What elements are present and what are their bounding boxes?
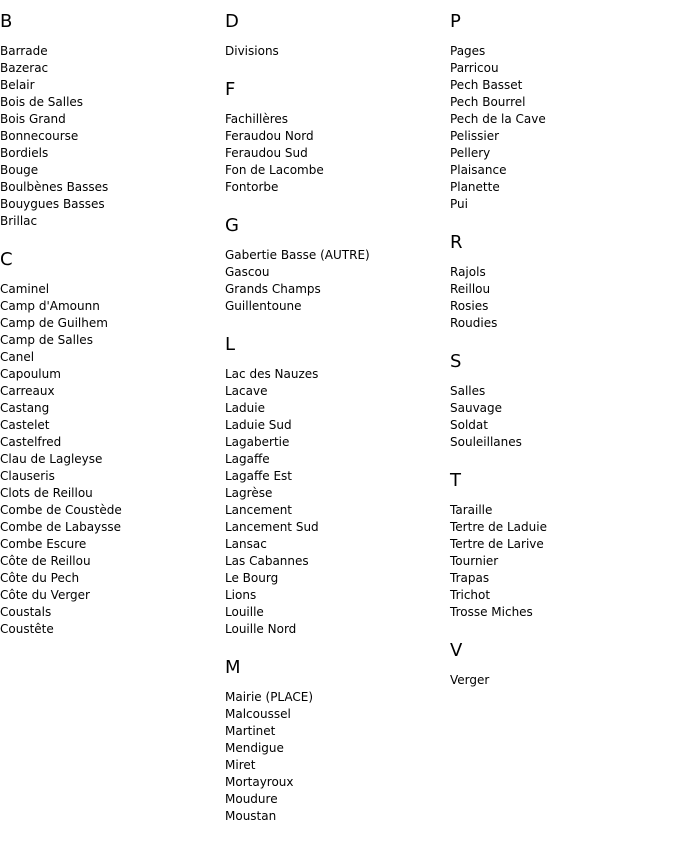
place-link[interactable]: Martinet (225, 724, 276, 738)
place-list (225, 111, 445, 196)
index-column-3 (450, 9, 670, 706)
place-link[interactable]: Divisions (225, 44, 279, 58)
place-link[interactable]: Parricou (450, 61, 499, 75)
place-link[interactable]: Lacave (225, 384, 268, 398)
place-link[interactable]: Côte du Pech (0, 571, 80, 585)
place-link[interactable]: Moustan (225, 809, 277, 823)
place-link[interactable]: Clots de Reillou (0, 486, 93, 500)
place-link[interactable]: Castelet (0, 418, 50, 432)
index-column-2 (225, 9, 445, 842)
letter-group-d (225, 9, 445, 60)
letter-heading: V (450, 640, 463, 661)
place-link[interactable]: Gabertie Basse (AUTRE) (225, 248, 370, 262)
place-link[interactable]: Bouygues Basses (0, 197, 105, 211)
place-link[interactable]: Tournier (450, 554, 499, 568)
place-link[interactable]: Bois Grand (0, 112, 66, 126)
place-link[interactable]: Laduie Sud (225, 418, 292, 432)
place-link[interactable]: Camp de Salles (0, 333, 93, 347)
place-link[interactable]: Gascou (225, 265, 270, 279)
place-link[interactable]: Souleillanes (450, 435, 522, 449)
place-link[interactable]: Plaisance (450, 163, 507, 177)
place-link[interactable]: Pellery (450, 146, 491, 160)
place-link[interactable]: Castang (0, 401, 50, 415)
place-link[interactable]: Boulbènes Basses (0, 180, 109, 194)
letter-group-b (0, 9, 220, 230)
place-list (450, 43, 670, 213)
place-link[interactable]: Mendigue (225, 741, 284, 755)
place-link[interactable]: Malcoussel (225, 707, 291, 721)
letter-group-g (225, 213, 445, 315)
place-link[interactable]: Clau de Lagleyse (0, 452, 103, 466)
place-link[interactable]: Trichot (450, 588, 491, 602)
place-list (225, 43, 445, 60)
letter-heading: D (225, 11, 239, 32)
place-link[interactable]: Le Bourg (225, 571, 279, 585)
place-link[interactable]: Belair (0, 78, 35, 92)
place-link[interactable]: Roudies (450, 316, 498, 330)
place-list (450, 672, 670, 689)
place-link[interactable]: Bouge (0, 163, 39, 177)
letter-group-p (450, 9, 670, 213)
letter-heading: R (450, 232, 463, 253)
place-link[interactable]: Bonnecourse (0, 129, 79, 143)
place-link[interactable]: Lagaffe (225, 452, 270, 466)
place-link[interactable]: Lions (225, 588, 257, 602)
place-link[interactable]: Las Cabannes (225, 554, 309, 568)
letter-heading: M (225, 657, 241, 678)
place-link[interactable]: Lagaffe Est (225, 469, 293, 483)
place-link[interactable]: Fon de Lacombe (225, 163, 324, 177)
letter-heading: L (225, 334, 236, 355)
place-link[interactable]: Lancement (225, 503, 293, 517)
place-link[interactable]: Moudure (225, 792, 278, 806)
place-link[interactable]: Pech Bourrel (450, 95, 526, 109)
place-link[interactable]: Bazerac (0, 61, 49, 75)
place-link[interactable]: Laduie (225, 401, 265, 415)
place-link[interactable]: Canel (0, 350, 35, 364)
letter-heading: C (0, 249, 13, 270)
place-link[interactable]: Rajols (450, 265, 486, 279)
place-list (450, 502, 670, 621)
place-link[interactable]: Bois de Salles (0, 95, 84, 109)
place-link[interactable]: Salles (450, 384, 486, 398)
place-link[interactable]: Lansac (225, 537, 267, 551)
place-link[interactable]: Mairie (PLACE) (225, 690, 314, 704)
place-list (225, 247, 445, 315)
place-link[interactable]: Coustête (0, 622, 54, 636)
place-link[interactable]: Combe de Coustède (0, 503, 122, 517)
place-list (225, 689, 445, 825)
letter-heading: B (0, 11, 13, 32)
place-link[interactable]: Coustals (0, 605, 52, 619)
place-link[interactable]: Tertre de Larive (450, 537, 544, 551)
place-link[interactable]: Feraudou Nord (225, 129, 314, 143)
letter-group-t (450, 468, 670, 621)
place-link[interactable]: Lac des Nauzes (225, 367, 319, 381)
place-link[interactable]: Côte du Verger (0, 588, 90, 602)
place-link[interactable]: Brillac (0, 214, 38, 228)
place-list (225, 366, 445, 638)
letter-heading: P (450, 11, 461, 32)
place-link[interactable]: Pech Basset (450, 78, 523, 92)
place-link[interactable]: Lagabertie (225, 435, 290, 449)
place-link[interactable]: Pages (450, 44, 486, 58)
place-link[interactable]: Rosies (450, 299, 489, 313)
letter-heading: S (450, 351, 462, 372)
place-link[interactable]: Castelfred (0, 435, 62, 449)
letter-group-c (0, 247, 220, 638)
place-link[interactable]: Camp d'Amounn (0, 299, 100, 313)
place-link[interactable]: Planette (450, 180, 500, 194)
letter-group-f (225, 77, 445, 196)
place-link[interactable]: Taraille (450, 503, 493, 517)
letter-heading: T (450, 470, 461, 491)
place-link[interactable]: Guillentoune (225, 299, 302, 313)
place-link[interactable]: Reillou (450, 282, 491, 296)
place-link[interactable]: Carreaux (0, 384, 55, 398)
place-link[interactable]: Combe de Labaysse (0, 520, 122, 534)
place-list (0, 281, 220, 638)
place-link[interactable]: Pelissier (450, 129, 500, 143)
place-list (0, 43, 220, 230)
place-link[interactable]: Lagrèse (225, 486, 273, 500)
place-list (450, 264, 670, 332)
place-link[interactable]: Verger (450, 673, 490, 687)
place-list (450, 383, 670, 451)
place-link[interactable]: Clauseris (0, 469, 55, 483)
letter-group-v (450, 638, 670, 689)
place-link[interactable]: Miret (225, 758, 256, 772)
place-link[interactable]: Capoulum (0, 367, 61, 381)
place-link[interactable]: Feraudou Sud (225, 146, 308, 160)
place-link[interactable]: Bordiels (0, 146, 49, 160)
place-link[interactable]: Combe Escure (0, 537, 87, 551)
place-link[interactable]: Sauvage (450, 401, 503, 415)
letter-group-s (450, 349, 670, 451)
place-link[interactable]: Louille (225, 605, 264, 619)
place-link[interactable]: Caminel (0, 282, 50, 296)
place-link[interactable]: Barrade (0, 44, 48, 58)
letter-heading: G (225, 215, 239, 236)
letter-group-l (225, 332, 445, 638)
letter-group-r (450, 230, 670, 332)
letter-heading: F (225, 79, 236, 100)
place-link[interactable]: Grands Champs (225, 282, 321, 296)
place-link[interactable]: Pech de la Cave (450, 112, 546, 126)
place-link[interactable]: Côte de Reillou (0, 554, 91, 568)
place-link[interactable]: Mortayroux (225, 775, 294, 789)
place-link[interactable]: Pui (450, 197, 468, 211)
letter-group-m (225, 655, 445, 825)
place-link[interactable]: Trosse Miches (450, 605, 533, 619)
place-link[interactable]: Trapas (450, 571, 490, 585)
place-link[interactable]: Fachillères (225, 112, 289, 126)
place-link[interactable]: Soldat (450, 418, 488, 432)
place-link[interactable]: Tertre de Laduie (450, 520, 547, 534)
place-link[interactable]: Lancement Sud (225, 520, 319, 534)
place-link[interactable]: Louille Nord (225, 622, 297, 636)
place-link[interactable]: Fontorbe (225, 180, 279, 194)
place-link[interactable]: Camp de Guilhem (0, 316, 108, 330)
index-column-1 (0, 9, 220, 655)
